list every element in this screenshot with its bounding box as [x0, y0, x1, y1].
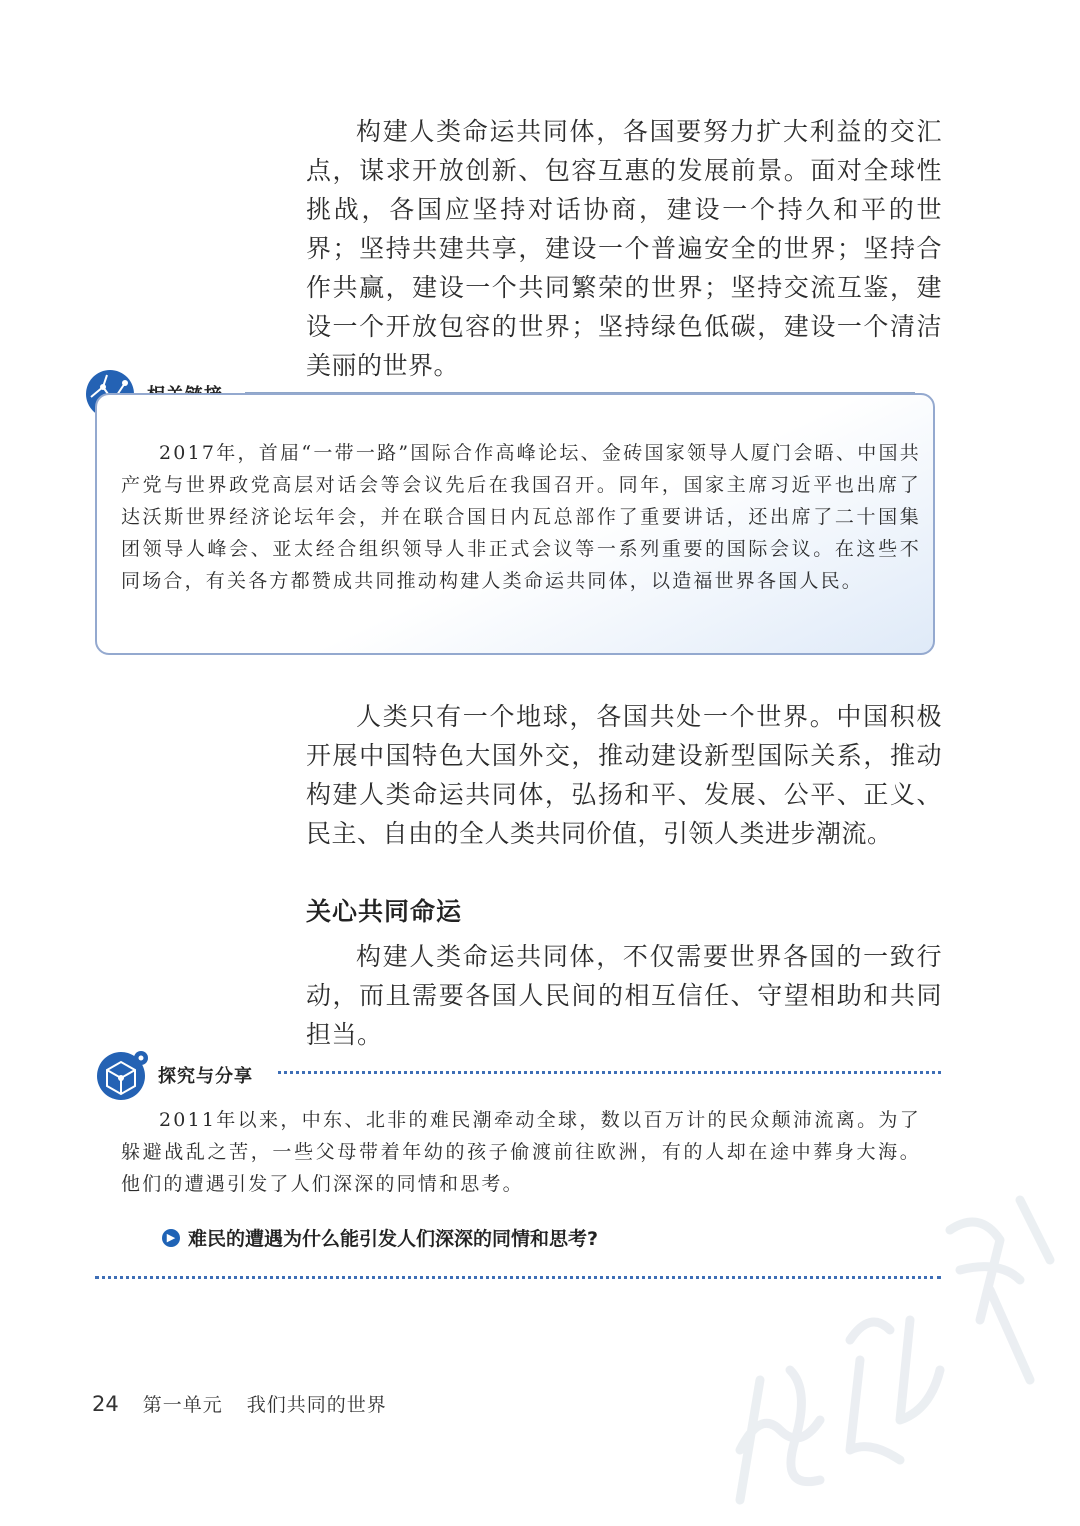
play-bullet-icon: ▶: [162, 1229, 180, 1247]
unit-label: 第一单元: [142, 1394, 223, 1416]
page-footer: [92, 1390, 387, 1417]
unit-title: 我们共同的世界: [246, 1394, 387, 1416]
dotted-divider: [278, 1071, 941, 1074]
discussion-question: [162, 1224, 598, 1251]
body-paragraph: 构建人类命运共同体，各国要努力扩大利益的交汇点，谋求开放创新、包容互惠的发展前景。面对全球性挑战，各国应坚持对话协商，建设一个持久和平的世界；坚持共建共享，建设一个普遍安全的世界；坚持合作共赢，建设一个共同繁荣的世界；坚持交流互鉴，建设一个开放包容的世界；坚持绿色低碳，建设一个清洁美丽的世界。: [306, 117, 942, 380]
cube-network-icon: [93, 1048, 153, 1102]
question-text: 难民的遭遇为什么能引发人们深深的同情和思考?: [188, 1228, 599, 1250]
related-link-text: 2017年，首届“一带一路”国际合作高峰论坛、金砖国家领导人厦门会晤、中国共产党与世界政党高层对话会等会议先后在我国召开。同年，国家主席习近平也出席了达沃斯世界经济论坛年会，并在联合国日内瓦总部作了重要讲话，还出席了二十国集团领导人峰会、亚太经合组织领导人非正式会议等一系列重要的国际会议。在这些不同场合，有关各方都赞成共同推动构建人类命运共同体，以造福世界各国人民。: [121, 442, 921, 592]
explore-share-text: 2011年以来，中东、北非的难民潮牵动全球，数以百万计的民众颠沛流离。为了躲避战乱之苦，一些父母带着年幼的孩子偷渡前往欧洲，有的人却在途中葬身大海。他们的遭遇引发了人们深深的同情和思考。: [121, 1109, 921, 1195]
explore-share-title: 探究与分享: [158, 1066, 253, 1087]
section-heading: 关心共同命运: [306, 897, 463, 926]
body-paragraph: 构建人类命运共同体，不仅需要世界各国的一致行动，而且需要各国人民间的相互信任、守望相助和共同担当。: [306, 942, 942, 1049]
page-number: 24: [92, 1392, 119, 1416]
watermark-calligraphy: [700, 1120, 1080, 1520]
body-paragraph: 人类只有一个地球，各国共处一个世界。中国积极开展中国特色大国外交，推动建设新型国际关系，推动构建人类命运共同体，弘扬和平、发展、公平、正义、民主、自由的全人类共同价值，引领人类进步潮流。: [306, 702, 942, 848]
